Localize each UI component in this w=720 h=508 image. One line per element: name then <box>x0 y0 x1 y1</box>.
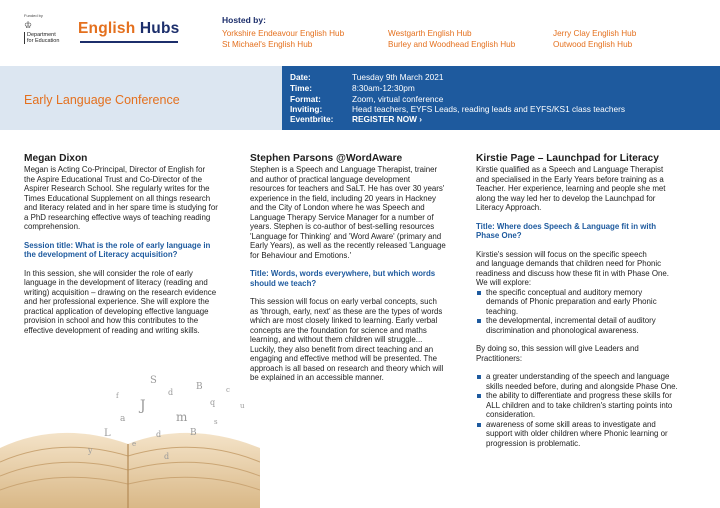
funded-by-text: Funded by <box>24 13 43 18</box>
header <box>0 0 720 66</box>
session-description: This session will focus on early verbal concepts, such as 'through, early, next' as these are the types of words which are most closely linked to learning. Early verbal concepts are the foundation for science and maths learning, and without them children will struggle... Luckily, they also benefit from direct teaching and an engaging and effective method will be presented. The approach is all based on research and theory which will be explained in an accessible manner. <box>250 297 444 382</box>
session-title: Title: Where does Speech & Language fit in with Phase One? <box>476 221 657 240</box>
department-name: Department for Education <box>24 32 74 44</box>
decor-letter: q <box>210 398 216 407</box>
list-item: awareness of some skill areas to investigate and support with older children where Phonic learning or progression is problematic. <box>476 420 706 449</box>
session-description: In this session, she will consider the role of early language in the development of literacy (reading and writing) acquisition – drawing on the research evidence and her professional experience. She will explore the practical application of developing effective language provision in school and how this contributes to the effective development of reading and writing skills. <box>24 268 217 335</box>
session-outcomes-intro: By doing so, this session will give Leaders and Practitioners: <box>476 344 639 363</box>
speaker-bio: Megan is Acting Co-Principal, Director of English for the Aspire Educational Trust and Co-Director of the Aspirer Research School. She regularly writes for the Times Educational Supplement on all things research and literacy related and in her spare time is studying for a PhD researching effective ways of teaching reading comprehension. <box>24 165 218 231</box>
explore-list <box>476 288 706 336</box>
decor-letter: B <box>190 428 197 438</box>
session-title: Session title: What is the role of early language in the development of Literacy acquisition? <box>24 240 211 259</box>
dfe-logo <box>24 13 74 44</box>
open-book-icon <box>0 398 260 508</box>
session-title: Title: Words, words everywhere, but which words should we teach? <box>250 269 436 288</box>
speaker-name: Stephen Parsons @WordAware <box>250 153 403 164</box>
english-hubs-logo <box>78 20 179 38</box>
decor-letter: u <box>240 402 245 410</box>
decor-letter: S <box>150 375 157 386</box>
crest-icon: ♔ <box>24 20 33 30</box>
hub-name: Westgarth English Hub <box>388 29 472 38</box>
decor-letter: c <box>226 386 230 394</box>
hub-name: Burley and Woodhead English Hub <box>388 40 516 49</box>
hub-name: St Michael's English Hub <box>222 40 313 49</box>
logo-word-hubs: Hubs <box>139 20 180 37</box>
speaker-bio: Stephen is a Speech and Language Therapist, trainer and author of practical language development resources for teachers and SaLT. He has over 30 years' experience in the field, including 20 years in Hackney and the City of London where he was Speech and Language Therapy Service Manager for a number of years. Stephen is co-author of best-selling resources 'Language for Thinking' and 'Word Aware' (primary and Early Years), as well as the recently released 'Language for Behaviour and Emotions.' <box>250 165 446 260</box>
hub-name: Yorkshire Endeavour English Hub <box>222 29 345 38</box>
list-item: the specific conceptual and auditory memory demands of Phonic preparation and early Phonic teaching. <box>476 288 706 317</box>
decor-letter: f <box>116 392 119 400</box>
session-intro: Kirstie's session will focus on the specific speech and language demands that children need for Phonic readiness and discuss how these fit in with Phase One. We will explore: <box>476 249 669 287</box>
hub-name: Outwood English Hub <box>553 40 633 49</box>
list-item: a greater understanding of the speech and language skills needed before, during and alongside Phase One. <box>476 372 706 391</box>
hosted-by-label: Hosted by: <box>222 15 266 25</box>
decor-letter: s <box>214 418 218 426</box>
conference-title-banner <box>0 66 282 130</box>
decor-letter: d <box>156 430 162 439</box>
decor-letter: d <box>168 388 174 397</box>
logo-word-english: English <box>78 20 136 37</box>
list-item: the ability to differentiate and progress these skills for ALL children and to take children's starting points into consideration. <box>476 391 706 420</box>
decor-letter: a <box>120 414 126 424</box>
decor-letter: J <box>140 398 146 414</box>
logo-underline <box>80 41 178 43</box>
speaker-name: Megan Dixon <box>24 153 88 164</box>
conference-title: Early Language Conference <box>24 93 180 107</box>
speaker-column-stephen <box>250 153 470 383</box>
speaker-column-kirstie <box>476 153 706 448</box>
decor-letter: L <box>104 428 111 439</box>
decor-letter: e <box>132 440 137 448</box>
speaker-bio: Kirstie qualified as a Speech and Language Therapist and specialised in the Early Years before training as a Teacher. Her experience, learning and people she met along the way led her to develop the Launchpad for Literacy Approach. <box>476 165 666 212</box>
decor-letter: y <box>88 446 93 455</box>
event-details-panel: Date: Tuesday 9th March 2021 Time: 8:30am-12:30pm Format: Zoom, virtual conference Inviting: Head teachers, EYFS Leads, reading leads and EYFS/KS1 class teachers Eventbrite: REGISTER NOW › <box>282 66 720 130</box>
list-item: the developmental, incremental detail of auditory discrimination and phonological awareness. <box>476 316 706 335</box>
register-now-link[interactable]: REGISTER NOW › <box>352 114 423 124</box>
hub-name: Jerry Clay English Hub <box>553 29 637 38</box>
decor-letter: d <box>164 452 170 461</box>
decor-letter: B <box>196 382 203 392</box>
speaker-name: Kirstie Page – Launchpad for Literacy <box>476 153 659 164</box>
decor-letter: m <box>176 410 188 424</box>
outcomes-list <box>476 372 706 448</box>
speaker-column-megan <box>24 153 244 335</box>
